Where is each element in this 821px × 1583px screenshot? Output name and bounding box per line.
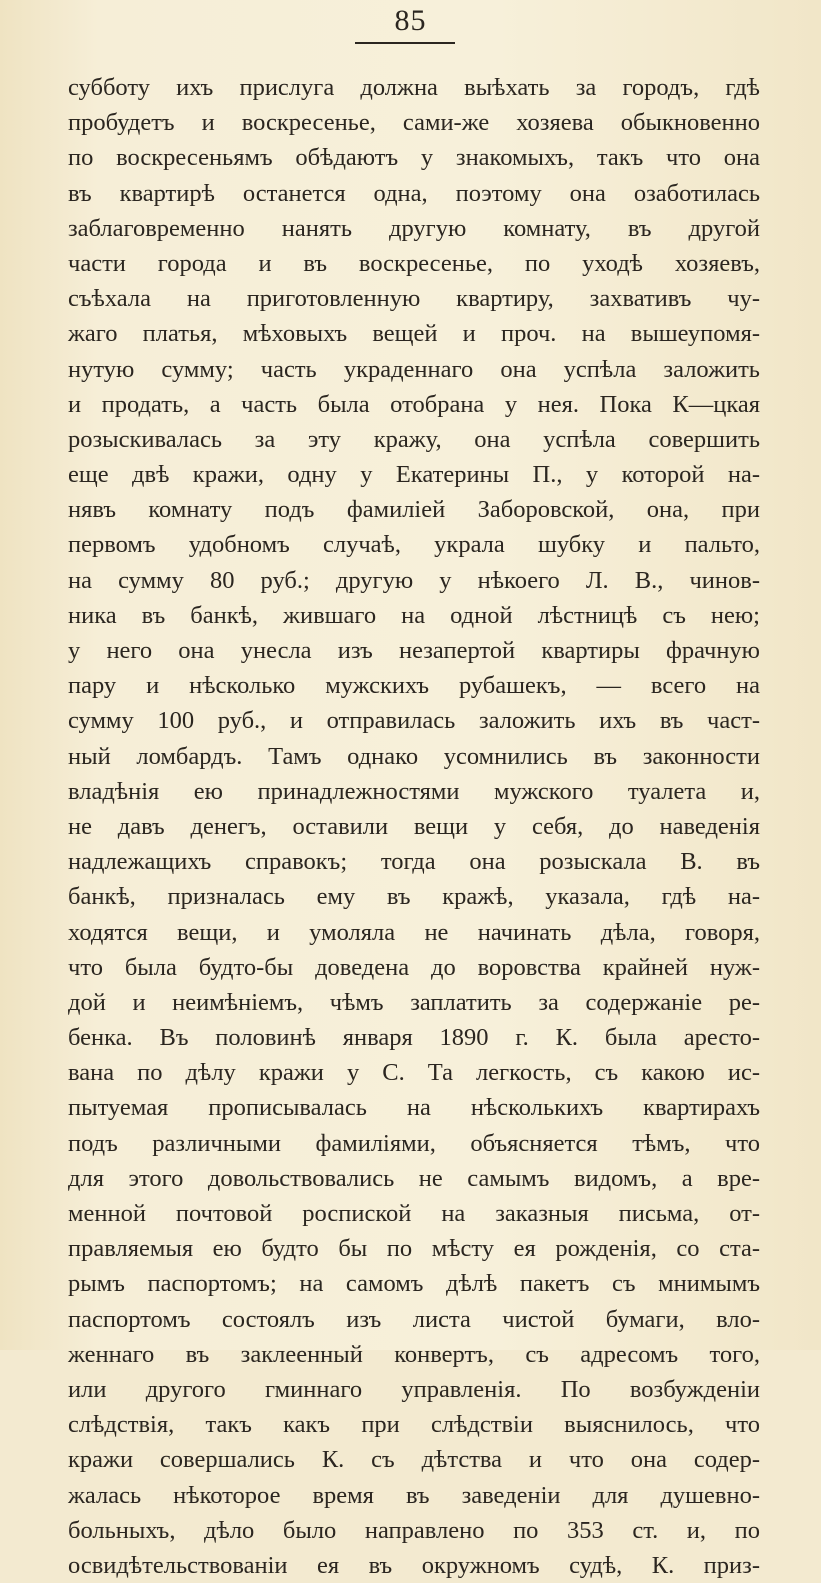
text-line: освидѣтельствованіи ея въ окружномъ судѣ, К. приз- — [68, 1551, 760, 1579]
text-line: пытуемая прописывалась на нѣсколькихъ квартирахъ — [68, 1094, 760, 1122]
text-line: что была будто-бы доведена до воровства крайней нуж- — [68, 953, 760, 981]
text-line: надлежащихъ справокъ; тогда она розыскала В. въ — [68, 848, 760, 876]
text-line: и продать, а часть была отобрана у нея. Пока К—цкая — [68, 390, 760, 418]
text-line: владѣнія ею принадлежностями мужского туалета и, — [68, 777, 760, 805]
text-line: розыскивалась за эту кражу, она успѣла совершить — [68, 425, 760, 453]
text-line: кражи совершались К. съ дѣтства и что она содер- — [68, 1446, 760, 1474]
text-line: нявъ комнату подъ фамиліей Заборовской, она, при — [68, 496, 760, 524]
text-line: слѣдствія, такъ какъ при слѣдствіи выяснилось, что — [68, 1411, 760, 1439]
text-line: для этого довольствовались не самымъ видомъ, а вре- — [68, 1164, 760, 1192]
text-line: субботу ихъ прислуга должна выѣхать за городъ, гдѣ — [68, 74, 760, 101]
text-line: у него она унесла изъ незапертой квартиры фрачную — [68, 637, 760, 664]
text-line: съѣхала на приготовленную квартиру, захвативъ чу- — [68, 285, 760, 313]
text-line: рымъ паспортомъ; на самомъ дѣлѣ пакетъ съ мнимымъ — [68, 1270, 760, 1298]
text-line: ходятся вещи, и умоляла не начинать дѣла, говоря, — [68, 918, 760, 946]
text-line: ный ломбардъ. Тамъ однако усомнились въ законности — [68, 742, 760, 770]
text-line: не давъ денегъ, оставили вещи у себя, до наведенія — [68, 812, 760, 840]
text-line: или другого гминнаго управленія. По возбужденіи — [68, 1375, 760, 1403]
text-line: вана по дѣлу кражи у С. Та легкость, съ какою ис- — [68, 1059, 760, 1087]
text-line: на сумму 80 руб.; другую у нѣкоего Л. В., чинов- — [68, 566, 760, 594]
text-line: пару и нѣсколько мужскихъ рубашекъ, — всего на — [68, 672, 760, 700]
text-line: сумму 100 руб., и отправилась заложить ихъ въ част- — [68, 707, 760, 735]
text-line: нутую сумму; часть украденнаго она успѣла заложить — [68, 355, 760, 383]
text-line: первомъ удобномъ случаѣ, украла шубку и пальто, — [68, 531, 760, 559]
text-line: жалась нѣкоторое время въ заведеніи для душевно- — [68, 1481, 760, 1509]
text-line: банкѣ, призналась ему въ кражѣ, указала, гдѣ на- — [68, 883, 760, 911]
body-text — [68, 70, 760, 1583]
text-line: пробудетъ и воскресенье, сами-же хозяева обыкновенно — [68, 109, 760, 137]
text-line: по воскресеньямъ обѣдаютъ у знакомыхъ, такъ что она — [68, 144, 760, 172]
text-line: дой и неимѣніемъ, чѣмъ заплатить за содержаніе ре- — [68, 988, 760, 1016]
text-line: правляемыя ею будто бы по мѣсту ея рожденія, со ста- — [68, 1235, 760, 1263]
text-line: ника въ банкѣ, жившаго на одной лѣстницѣ съ нею; — [68, 601, 760, 629]
text-line: части города и въ воскресенье, по уходѣ хозяевъ, — [68, 249, 760, 277]
text-line: менной почтовой роспиской на заказныя письма, от- — [68, 1200, 760, 1227]
text-line: подъ различными фамиліями, объясняется тѣмъ, что — [68, 1129, 760, 1157]
text-line: больныхъ, дѣло было направлено по 353 ст. и, по — [68, 1516, 760, 1544]
header-rule — [355, 42, 455, 44]
text-line: паспортомъ состоялъ изъ листа чистой бумаги, вло- — [68, 1305, 760, 1333]
text-line: еще двѣ кражи, одну у Екатерины П., у которой на- — [68, 461, 760, 489]
text-line: женнаго въ заклеенный конвертъ, съ адресомъ того, — [68, 1340, 760, 1368]
page-number: 85 — [394, 4, 427, 37]
text-line: заблаговременно нанять другую комнату, въ другой — [68, 214, 760, 242]
text-line: жаго платья, мѣховыхъ вещей и проч. на вышеупомя- — [68, 320, 760, 348]
text-line: въ квартирѣ останется одна, поэтому она озаботилась — [68, 179, 760, 207]
text-line: бенка. Въ половинѣ января 1890 г. К. была аресто- — [68, 1024, 760, 1052]
